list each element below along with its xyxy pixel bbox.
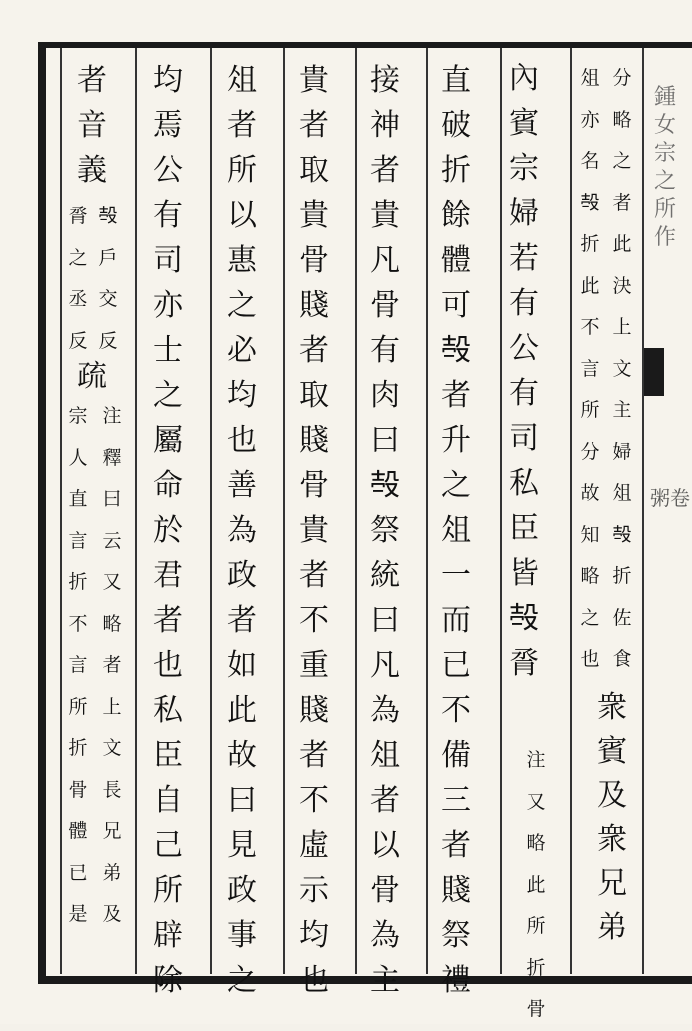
glyph: 兄	[102, 820, 122, 842]
glyph: 示	[299, 873, 329, 908]
column-divider	[135, 48, 137, 974]
glyph: 之	[68, 246, 88, 269]
glyph: 食	[612, 648, 632, 670]
glyph: 以	[227, 198, 257, 233]
glyph: 又	[526, 790, 546, 813]
glyph: 釋	[102, 446, 122, 469]
glyph: 取	[299, 378, 329, 413]
glyph: 賓	[597, 734, 627, 769]
glyph: 凡	[370, 648, 400, 683]
glyph: 政	[227, 873, 257, 908]
glyph: 曰	[102, 488, 122, 510]
glyph: 宗	[509, 151, 539, 186]
glyph: 為	[370, 918, 400, 953]
glyph: 文	[612, 357, 632, 380]
glyph: 𣪊	[612, 523, 632, 546]
glyph: 故	[580, 482, 600, 504]
glyph: 臣	[153, 738, 183, 773]
glyph: 義	[77, 153, 107, 188]
glyph: 所	[526, 915, 546, 937]
glyph: 三	[441, 783, 471, 818]
glyph: 虛	[299, 828, 329, 863]
glyph: 所	[580, 399, 600, 421]
glyph: 貴	[370, 198, 400, 233]
text-column-2	[578, 58, 602, 681]
glyph: 惠	[227, 243, 257, 278]
glyph: 司	[509, 421, 539, 456]
glyph: 故	[227, 738, 257, 773]
glyph: 私	[153, 693, 183, 728]
glyph: 肉	[370, 378, 400, 413]
glyph: 𣪊	[370, 468, 400, 503]
glyph: 亦	[580, 108, 600, 131]
glyph: 言	[580, 357, 600, 380]
column-divider	[426, 48, 428, 974]
glyph: 而	[441, 603, 471, 638]
margin-glyph: 之	[654, 169, 677, 194]
glyph: 此	[227, 693, 257, 728]
glyph: 司	[153, 243, 183, 278]
glyph: 骨	[299, 243, 329, 278]
text-column-9-shu	[72, 354, 112, 399]
glyph: 𣪊	[98, 205, 118, 227]
glyph: 者	[370, 153, 400, 188]
column-divider	[210, 48, 212, 974]
glyph: 君	[153, 558, 183, 593]
margin-fishtail-mark	[644, 348, 664, 396]
glyph: 不	[299, 603, 329, 638]
glyph: 均	[153, 63, 183, 98]
glyph: 主	[612, 399, 632, 421]
glyph: 事	[227, 918, 257, 953]
glyph: 賤	[441, 873, 471, 908]
glyph: 者	[441, 378, 471, 413]
glyph: 丞	[68, 288, 88, 310]
frame-inner-rule	[60, 48, 62, 974]
text-column-9-note-a	[96, 196, 120, 362]
glyph: 之	[441, 468, 471, 503]
glyph: 者	[299, 558, 329, 593]
glyph: 𣪊	[509, 601, 539, 636]
glyph: 直	[68, 488, 88, 510]
glyph: 焉	[153, 108, 183, 143]
glyph: 交	[98, 288, 118, 310]
text-column-9-head	[72, 58, 112, 193]
glyph: 折	[441, 153, 471, 188]
glyph: 為	[227, 513, 257, 548]
glyph: 餘	[441, 198, 471, 233]
glyph: 賤	[299, 693, 329, 728]
margin-strip	[642, 48, 692, 974]
glyph: 分	[612, 67, 632, 89]
column-divider	[355, 48, 357, 974]
column-3-main	[504, 56, 544, 686]
text-column-5	[365, 58, 405, 1003]
text-column-9-note-d	[66, 396, 90, 936]
glyph: 衆	[597, 822, 627, 857]
glyph: 不	[441, 693, 471, 728]
text-column-3	[504, 56, 544, 686]
glyph: 又	[102, 571, 122, 593]
glyph: 𣪊	[441, 333, 471, 368]
glyph: 賤	[299, 288, 329, 323]
glyph: 俎	[227, 63, 257, 98]
glyph: 之	[227, 963, 257, 998]
glyph: 長	[102, 778, 122, 801]
glyph: 弟	[597, 910, 627, 945]
margin-page-label: 粥卷	[650, 486, 690, 510]
margin-glyph: 鍾	[654, 85, 677, 110]
glyph: 賤	[299, 423, 329, 458]
glyph: 為	[370, 693, 400, 728]
glyph: 貴	[299, 63, 329, 98]
glyph: 此	[612, 233, 632, 255]
glyph: 者	[441, 828, 471, 863]
glyph: 及	[597, 778, 627, 813]
glyph: 破	[441, 108, 471, 143]
glyph: 略	[102, 612, 122, 635]
glyph: 統	[370, 558, 400, 593]
glyph: 主	[370, 963, 400, 998]
glyph: 者	[612, 191, 632, 214]
glyph: 內	[509, 61, 539, 96]
glyph: 公	[153, 153, 183, 188]
glyph: 亦	[153, 288, 183, 323]
glyph: 上	[612, 316, 632, 338]
glyph: 音	[77, 108, 107, 143]
glyph: 於	[153, 513, 183, 548]
frame-left-rule	[38, 42, 46, 984]
glyph: 分	[580, 440, 600, 463]
glyph: 有	[153, 198, 183, 233]
text-column-9-note-c	[100, 396, 124, 936]
glyph: 禮	[441, 963, 471, 998]
glyph: 除	[153, 963, 183, 998]
glyph: 言	[68, 529, 88, 552]
glyph: 可	[441, 288, 471, 323]
glyph: 折	[526, 956, 546, 979]
glyph: 私	[509, 466, 539, 501]
glyph: 所	[227, 153, 257, 188]
glyph: 者	[102, 654, 122, 676]
glyph: 命	[153, 468, 183, 503]
glyph: 知	[580, 523, 600, 546]
glyph: 體	[441, 243, 471, 278]
glyph: 不	[68, 612, 88, 635]
glyph: 言	[68, 654, 88, 676]
glyph: 善	[227, 468, 257, 503]
glyph: 屬	[153, 423, 183, 458]
glyph: 凡	[370, 243, 400, 278]
glyph: 折	[580, 233, 600, 255]
glyph: 名	[580, 150, 600, 172]
glyph: 俎	[612, 482, 632, 504]
glyph: 所	[153, 873, 183, 908]
glyph: 者	[299, 738, 329, 773]
glyph: 注	[526, 749, 546, 771]
column-3-note	[524, 740, 548, 1031]
glyph: 祭	[441, 918, 471, 953]
glyph: 必	[227, 333, 257, 368]
glyph: 也	[153, 648, 183, 683]
glyph: 反	[68, 329, 88, 352]
glyph: 俎	[441, 513, 471, 548]
glyph: 己	[153, 828, 183, 863]
glyph: 佐	[612, 606, 632, 629]
glyph: 戶	[98, 246, 118, 269]
glyph: 有	[509, 286, 539, 321]
glyph: 折	[612, 565, 632, 587]
glyph: 已	[68, 861, 88, 884]
text-column-2b	[592, 686, 632, 950]
glyph: 者	[299, 333, 329, 368]
glyph: 均	[227, 378, 257, 413]
glyph: 若	[509, 241, 539, 276]
margin-title	[654, 84, 676, 252]
glyph: 貴	[299, 198, 329, 233]
glyph: 如	[227, 648, 257, 683]
glyph: 骨	[299, 468, 329, 503]
glyph: 見	[227, 828, 257, 863]
glyph: 曰	[370, 423, 400, 458]
margin-glyph: 作	[654, 225, 677, 250]
glyph: 注	[102, 405, 122, 427]
glyph: 俎	[580, 67, 600, 89]
glyph: 之	[227, 288, 257, 323]
glyph: 折	[68, 737, 88, 759]
glyph: 上	[102, 695, 122, 718]
glyph: 是	[68, 903, 88, 925]
glyph: 祭	[370, 513, 400, 548]
column-divider	[570, 48, 572, 974]
glyph: 皆	[509, 556, 539, 591]
glyph: 有	[509, 376, 539, 411]
glyph: 宗	[68, 405, 88, 427]
glyph: 直	[441, 63, 471, 98]
glyph: 人	[68, 446, 88, 469]
glyph: 也	[580, 648, 600, 670]
glyph: 脀	[68, 205, 88, 227]
glyph: 政	[227, 558, 257, 593]
glyph: 此	[580, 274, 600, 297]
glyph: 均	[299, 918, 329, 953]
glyph: 體	[68, 820, 88, 842]
text-column-8	[148, 58, 188, 1003]
text-column-7	[222, 58, 262, 1003]
glyph: 者	[370, 783, 400, 818]
glyph: 公	[509, 331, 539, 366]
glyph: 之	[153, 378, 183, 413]
glyph: 不	[580, 316, 600, 338]
glyph: 婦	[509, 196, 539, 231]
glyph: 神	[370, 108, 400, 143]
glyph: 及	[102, 903, 122, 925]
glyph: 取	[299, 153, 329, 188]
glyph: 者	[299, 108, 329, 143]
glyph: 也	[299, 963, 329, 998]
glyph: 不	[299, 783, 329, 818]
glyph: 略	[526, 832, 546, 854]
text-column-6	[294, 58, 334, 1003]
glyph: 之	[612, 150, 632, 172]
glyph: 臣	[509, 511, 539, 546]
glyph: 自	[153, 783, 183, 818]
glyph: 者	[77, 63, 107, 98]
glyph: 已	[441, 648, 471, 683]
glyph: 所	[68, 695, 88, 718]
glyph: 此	[526, 873, 546, 896]
glyph: 反	[98, 329, 118, 352]
glyph: 俎	[370, 738, 400, 773]
glyph: 者	[153, 603, 183, 638]
glyph: 一	[441, 558, 471, 593]
glyph: 辟	[153, 918, 183, 953]
glyph: 骨	[68, 778, 88, 801]
margin-glyph: 所	[654, 197, 677, 222]
glyph: 以	[370, 828, 400, 863]
glyph: 疏	[77, 359, 107, 394]
glyph: 骨	[370, 873, 400, 908]
glyph: 兄	[597, 866, 627, 901]
text-column-9-note-b	[66, 196, 90, 362]
glyph: 接	[370, 63, 400, 98]
margin-glyph: 宗	[654, 141, 677, 166]
glyph: 弟	[102, 861, 122, 884]
glyph: 略	[612, 108, 632, 131]
glyph: 貴	[299, 513, 329, 548]
glyph: 有	[370, 333, 400, 368]
text-column-1	[610, 58, 634, 681]
glyph: 略	[580, 565, 600, 587]
glyph: 者	[227, 108, 257, 143]
glyph: 脀	[509, 646, 539, 681]
glyph: 也	[227, 423, 257, 458]
glyph: 衆	[597, 690, 627, 725]
glyph: 𣪊	[580, 191, 600, 214]
glyph: 士	[153, 333, 183, 368]
glyph: 重	[299, 648, 329, 683]
column-divider	[500, 48, 502, 974]
glyph: 婦	[612, 440, 632, 463]
glyph: 曰	[370, 603, 400, 638]
glyph: 者	[227, 603, 257, 638]
text-column-4	[436, 58, 476, 1003]
glyph: 升	[441, 423, 471, 458]
glyph: 云	[102, 529, 122, 552]
glyph: 折	[68, 571, 88, 593]
glyph: 決	[612, 274, 632, 297]
glyph: 賓	[509, 106, 539, 141]
column-divider	[283, 48, 285, 974]
glyph: 之	[580, 606, 600, 629]
margin-glyph: 女	[654, 113, 677, 138]
glyph: 曰	[227, 783, 257, 818]
glyph: 備	[441, 738, 471, 773]
glyph: 骨	[526, 998, 546, 1020]
glyph: 文	[102, 737, 122, 759]
glyph: 骨	[370, 288, 400, 323]
